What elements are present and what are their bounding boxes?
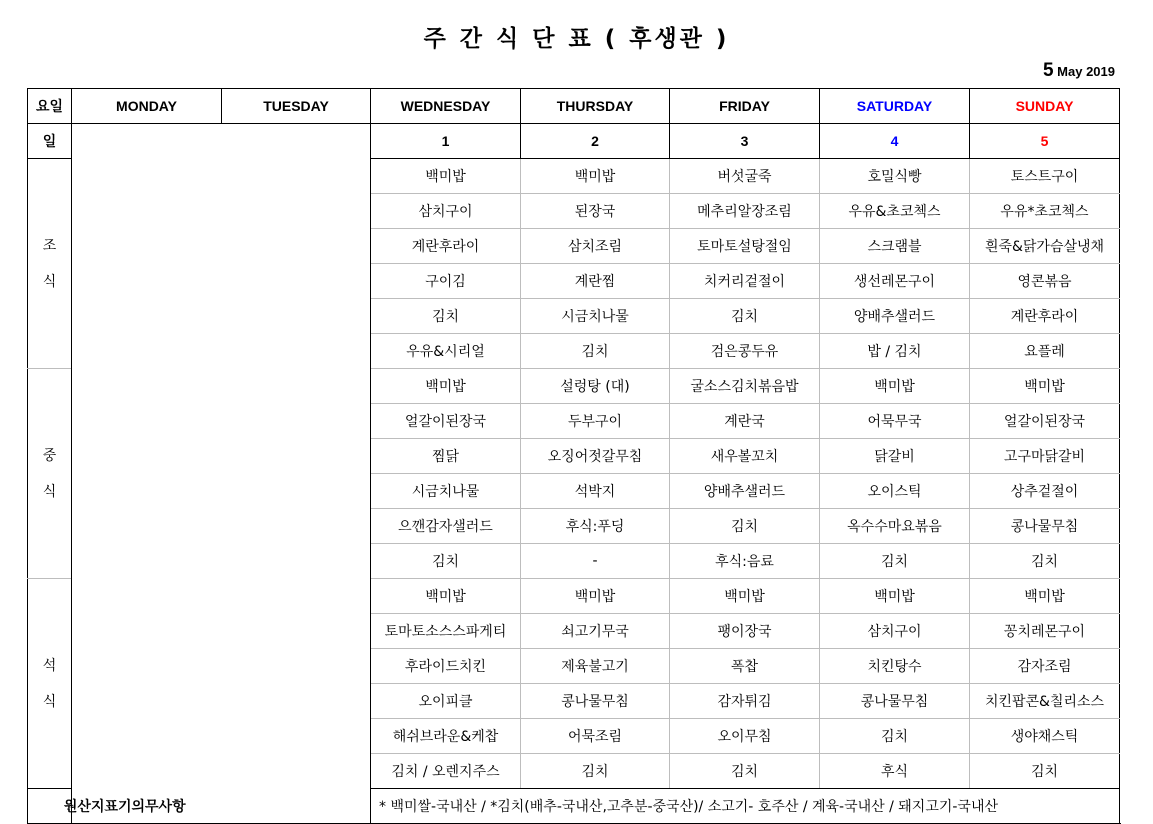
menu-item-thursday: 시금치나물	[521, 299, 670, 334]
weekday-thursday: THURSDAY	[521, 89, 670, 124]
menu-item-saturday: 후식	[820, 754, 970, 789]
menu-item-wednesday: 계란후라이	[371, 229, 521, 264]
menu-item-friday: 팽이장국	[670, 614, 820, 649]
date-friday: 3	[670, 124, 820, 159]
origin-notice-row	[28, 789, 1120, 824]
menu-item-saturday: 닭갈비	[820, 439, 970, 474]
menu-item-thursday: 된장국	[521, 194, 670, 229]
menu-item-thursday: 삼치조림	[521, 229, 670, 264]
menu-item-saturday: 김치	[820, 719, 970, 754]
breakfast-label-top: 조	[42, 237, 57, 254]
menu-item-sunday: 고구마닭갈비	[970, 439, 1120, 474]
weekday-friday: FRIDAY	[670, 89, 820, 124]
menu-item-sunday: 우유*초코첵스	[970, 194, 1120, 229]
menu-item-friday: 검은콩두유	[670, 334, 820, 369]
dinner-label-bottom: 식	[42, 693, 57, 710]
menu-item-saturday: 콩나물무침	[820, 684, 970, 719]
menu-date	[1043, 60, 1115, 82]
menu-item-wednesday: 해쉬브라운&케찹	[371, 719, 521, 754]
menu-item-wednesday: 토마토소스스파게티	[371, 614, 521, 649]
menu-item-saturday: 생선레몬구이	[820, 264, 970, 299]
menu-item-wednesday: 백미밥	[371, 159, 521, 194]
menu-item-thursday: 석박지	[521, 474, 670, 509]
menu-item-friday: 폭찹	[670, 649, 820, 684]
menu-item-thursday: 오징어젓갈무침	[521, 439, 670, 474]
weekday-sunday: SUNDAY	[970, 89, 1120, 124]
menu-item-thursday: 쇠고기무국	[521, 614, 670, 649]
menu-item-friday: 토마토설탕절임	[670, 229, 820, 264]
menu-item-friday: 굴소스김치볶음밥	[670, 369, 820, 404]
menu-item-sunday: 요플레	[970, 334, 1120, 369]
menu-item-saturday: 삼치구이	[820, 614, 970, 649]
menu-item-thursday: 어묵조림	[521, 719, 670, 754]
menu-item-friday: 치커리겉절이	[670, 264, 820, 299]
menu-item-saturday: 밥 / 김치	[820, 334, 970, 369]
weekday-label: 요일	[28, 89, 72, 124]
menu-item-wednesday: 삼치구이	[371, 194, 521, 229]
menu-item-saturday: 호밀식빵	[820, 159, 970, 194]
menu-item-sunday: 김치	[970, 754, 1120, 789]
menu-item-thursday: -	[521, 544, 670, 579]
menu-item-thursday: 계란찜	[521, 264, 670, 299]
menu-item-thursday: 김치	[521, 754, 670, 789]
menu-item-sunday: 감자조림	[970, 649, 1120, 684]
menu-item-wednesday: 김치	[371, 544, 521, 579]
date-sunday: 5	[970, 124, 1120, 159]
menu-item-friday: 버섯굴죽	[670, 159, 820, 194]
menu-item-thursday: 백미밥	[521, 579, 670, 614]
menu-item-wednesday: 시금치나물	[371, 474, 521, 509]
weekday-tuesday: TUESDAY	[222, 89, 371, 124]
menu-item-saturday: 백미밥	[820, 579, 970, 614]
menu-item-wednesday: 백미밥	[371, 369, 521, 404]
menu-item-sunday: 생야채스틱	[970, 719, 1120, 754]
menu-item-sunday: 꽁치레몬구이	[970, 614, 1120, 649]
day-label: 일	[28, 124, 72, 159]
date-thursday: 2	[521, 124, 670, 159]
date-wednesday: 1	[371, 124, 521, 159]
lunch-label-bottom: 식	[42, 483, 57, 500]
weekly-menu-table	[27, 88, 1120, 824]
menu-item-friday: 계란국	[670, 404, 820, 439]
date-saturday: 4	[820, 124, 970, 159]
menu-item-saturday: 스크램블	[820, 229, 970, 264]
menu-item-friday: 새우볼꼬치	[670, 439, 820, 474]
origin-notice-text: * 백미쌀-국내산 / *김치(배추-국내산,고추분-중국산)/ 소고기- 호주산 / 계육-국내산 / 돼지고기-국내산	[371, 789, 1120, 824]
menu-item-wednesday: 찜닭	[371, 439, 521, 474]
menu-item-wednesday: 얼갈이된장국	[371, 404, 521, 439]
origin-notice-label: 원산지표기의무사항	[28, 789, 222, 824]
menu-item-saturday: 우유&초코첵스	[820, 194, 970, 229]
menu-item-saturday: 어묵무국	[820, 404, 970, 439]
page-title: 주 간 식 단 표 ( 후생관 )	[423, 26, 730, 52]
menu-item-saturday: 오이스틱	[820, 474, 970, 509]
menu-item-thursday: 후식:푸딩	[521, 509, 670, 544]
menu-item-wednesday: 우유&시리얼	[371, 334, 521, 369]
menu-item-friday: 양배추샐러드	[670, 474, 820, 509]
dinner-label	[28, 579, 72, 789]
menu-item-friday: 감자튀김	[670, 684, 820, 719]
menu-item-thursday: 백미밥	[521, 159, 670, 194]
menu-item-wednesday: 김치 / 오렌지주스	[371, 754, 521, 789]
menu-item-thursday: 설렁탕 (대)	[521, 369, 670, 404]
menu-item-friday: 백미밥	[670, 579, 820, 614]
menu-item-saturday: 치킨탕수	[820, 649, 970, 684]
menu-item-wednesday: 백미밥	[371, 579, 521, 614]
menu-item-saturday: 양배추샐러드	[820, 299, 970, 334]
menu-item-sunday: 콩나물무침	[970, 509, 1120, 544]
menu-item-sunday: 상추겉절이	[970, 474, 1120, 509]
menu-item-sunday: 치킨팝콘&칠리소스	[970, 684, 1120, 719]
menu-item-wednesday: 으깬감자샐러드	[371, 509, 521, 544]
menu-item-friday: 후식:음료	[670, 544, 820, 579]
menu-item-sunday: 토스트구이	[970, 159, 1120, 194]
menu-item-thursday: 김치	[521, 334, 670, 369]
menu-item-friday: 김치	[670, 754, 820, 789]
weekday-wednesday: WEDNESDAY	[371, 89, 521, 124]
lunch-label-top: 중	[42, 447, 57, 464]
date-day: 5	[1042, 60, 1054, 81]
menu-item-friday: 오이무침	[670, 719, 820, 754]
date-row	[28, 124, 1120, 159]
date-month-year: May 2019	[1057, 64, 1115, 79]
menu-item-saturday: 옥수수마요볶음	[820, 509, 970, 544]
menu-item-wednesday: 구이김	[371, 264, 521, 299]
menu-item-friday: 김치	[670, 299, 820, 334]
dinner-label-top: 석	[42, 657, 57, 674]
menu-item-sunday: 김치	[970, 544, 1120, 579]
menu-item-friday: 김치	[670, 509, 820, 544]
menu-item-thursday: 제육불고기	[521, 649, 670, 684]
weekday-saturday: SATURDAY	[820, 89, 970, 124]
breakfast-label	[28, 159, 72, 369]
menu-item-wednesday: 후라이드치킨	[371, 649, 521, 684]
menu-item-thursday: 콩나물무침	[521, 684, 670, 719]
menu-item-saturday: 백미밥	[820, 369, 970, 404]
menu-item-thursday: 두부구이	[521, 404, 670, 439]
menu-item-friday: 메추리알장조림	[670, 194, 820, 229]
blank-mon-tue-area	[72, 124, 371, 824]
menu-item-sunday: 영콘볶음	[970, 264, 1120, 299]
lunch-label	[28, 369, 72, 579]
breakfast-label-bottom: 식	[42, 273, 57, 290]
menu-item-sunday: 흰죽&닭가슴살냉채	[970, 229, 1120, 264]
menu-item-wednesday: 김치	[371, 299, 521, 334]
menu-item-sunday: 백미밥	[970, 369, 1120, 404]
weekday-header-row	[28, 89, 1120, 124]
menu-item-saturday: 김치	[820, 544, 970, 579]
menu-item-sunday: 얼갈이된장국	[970, 404, 1120, 439]
menu-item-sunday: 백미밥	[970, 579, 1120, 614]
weekday-monday: MONDAY	[72, 89, 222, 124]
menu-item-wednesday: 오이피클	[371, 684, 521, 719]
menu-item-sunday: 계란후라이	[970, 299, 1120, 334]
